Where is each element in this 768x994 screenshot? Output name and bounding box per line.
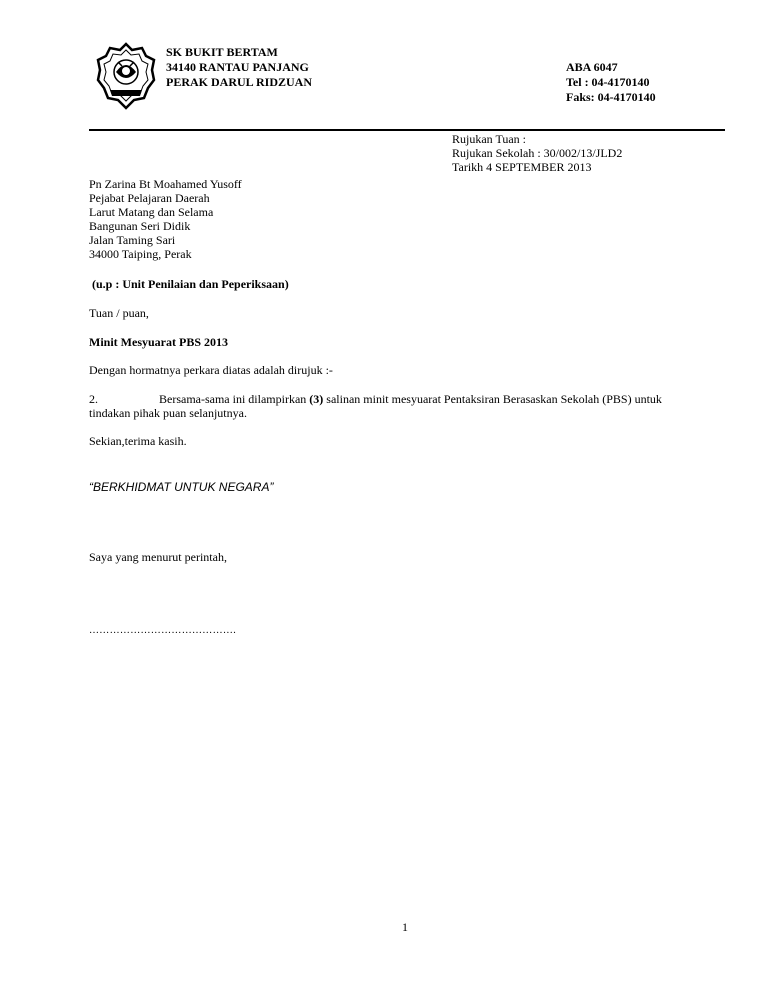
school-crest-icon bbox=[96, 42, 156, 110]
reference-sekolah: Rujukan Sekolah : 30/002/13/JLD2 bbox=[452, 146, 623, 160]
page-number: 1 bbox=[402, 920, 408, 934]
closing-text: Sekian,terima kasih. bbox=[89, 434, 187, 448]
motto: “BERKHIDMAT UNTUK NEGARA” bbox=[89, 480, 274, 494]
recipient-line: Pn Zarina Bt Moahamed Yusoff bbox=[89, 177, 242, 191]
school-tel: Tel : 04-4170140 bbox=[566, 75, 650, 89]
paragraph-number: 2. bbox=[89, 392, 98, 406]
opening-text: Dengan hormatnya perkara diatas adalah dirujuk :- bbox=[89, 363, 333, 377]
recipient-line: Jalan Taming Sari bbox=[89, 233, 176, 247]
recipient-line: 34000 Taiping, Perak bbox=[89, 247, 192, 261]
school-fax: Faks: 04-4170140 bbox=[566, 90, 656, 104]
subject-line: Minit Mesyuarat PBS 2013 bbox=[89, 335, 228, 349]
reference-date: Tarikh 4 SEPTEMBER 2013 bbox=[452, 160, 592, 174]
school-code: ABA 6047 bbox=[566, 60, 618, 74]
recipient-line: Pejabat Pelajaran Daerah bbox=[89, 191, 210, 205]
recipient-line: Larut Matang dan Selama bbox=[89, 205, 214, 219]
school-address-line1: 34140 RANTAU PANJANG bbox=[166, 60, 309, 74]
signoff: Saya yang menurut perintah, bbox=[89, 550, 227, 564]
school-name: SK BUKIT BERTAM bbox=[166, 45, 278, 59]
paragraph-2-rest: salinan minit mesyuarat Pentaksiran Berasaskan Sekolah (PBS) untuk bbox=[323, 392, 662, 406]
signature-line: ……………………………………. bbox=[89, 625, 236, 636]
header-divider bbox=[89, 129, 725, 131]
reference-tuan: Rujukan Tuan : bbox=[452, 132, 527, 146]
paragraph-2-line1 bbox=[159, 392, 722, 406]
paragraph-2-prefix: Bersama-sama ini dilampirkan bbox=[159, 392, 310, 406]
paragraph-2-count: (3) bbox=[309, 392, 324, 406]
paragraph-2-line2: tindakan pihak puan selanjutnya. bbox=[89, 406, 247, 420]
salutation: Tuan / puan, bbox=[89, 306, 149, 320]
school-address-line2: PERAK DARUL RIDZUAN bbox=[166, 75, 313, 89]
recipient-line: Bangunan Seri Didik bbox=[89, 219, 191, 233]
attention-line: (u.p : Unit Penilaian dan Peperiksaan) bbox=[89, 277, 289, 291]
